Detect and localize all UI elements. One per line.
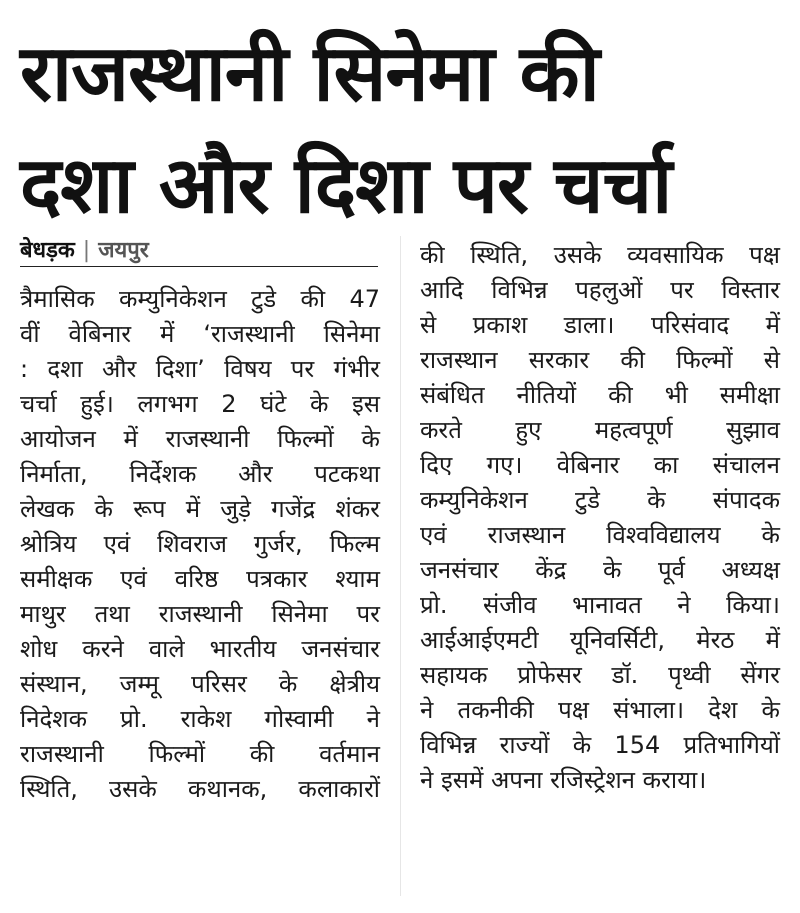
body-line: करते हुए महत्वपूर्ण सुझाव: [420, 416, 780, 444]
body-line: की स्थिति, उसके व्यवसायिक पक्ष: [420, 241, 780, 269]
body-line: निदेशक प्रो. राकेश गोस्वामी ने: [20, 705, 380, 733]
dateline-separator: |: [82, 238, 91, 263]
body-line: संस्थान, जम्मू परिसर के क्षेत्रीय: [20, 670, 380, 698]
body-line: चर्चा हुई। लगभग 2 घंटे के इस: [20, 390, 380, 418]
body-line: निर्माता, निर्देशक और पटकथा: [20, 460, 380, 488]
body-line: वीं वेबिनार में ‘राजस्थानी सिनेमा: [20, 320, 380, 348]
body-line: आईआईएमटी यूनिवर्सिटी, मेरठ में: [420, 626, 780, 654]
body-line: राजस्थानी फिल्मों की वर्तमान: [20, 740, 380, 768]
body-line: माथुर तथा राजस्थानी सिनेमा पर: [20, 600, 380, 628]
body-line: से प्रकाश डाला। परिसंवाद में: [420, 311, 780, 339]
body-line: त्रैमासिक कम्युनिकेशन टुडे की 47: [20, 285, 380, 313]
body-line: समीक्षक एवं वरिष्ठ पत्रकार श्याम: [20, 565, 380, 593]
body-line: ने तकनीकी पक्ष संभाला। देश के: [420, 696, 780, 724]
body-line: राजस्थान सरकार की फिल्मों से: [420, 346, 780, 374]
body-line: कम्युनिकेशन टुडे के संपादक: [420, 486, 780, 514]
body-line: लेखक के रूप में जुड़े गजेंद्र शंकर: [20, 495, 380, 523]
body-line: आयोजन में राजस्थानी फिल्मों के: [20, 425, 380, 453]
body-line: प्रो. संजीव भानावत ने किया।: [420, 591, 780, 619]
body-line: श्रोत्रिय एवं शिवराज गुर्जर, फिल्म: [20, 530, 380, 558]
body-line: विभिन्न राज्यों के 154 प्रतिभागियों: [420, 731, 780, 759]
body-line: शोध करने वाले भारतीय जनसंचार: [20, 635, 380, 663]
article-column-left: [20, 282, 380, 807]
body-line: दिए गए। वेबिनार का संचालन: [420, 451, 780, 479]
body-line: एवं राजस्थान विश्वविद्यालय के: [420, 521, 780, 549]
dateline: [20, 236, 378, 267]
body-line: संबंधित नीतियों की भी समीक्षा: [420, 381, 780, 409]
headline-line-1: राजस्थानी सिनेमा की: [20, 29, 599, 119]
headline-line-2: दशा और दिशा पर चर्चा: [20, 141, 672, 231]
body-line: सहायक प्रोफेसर डॉ. पृथ्वी सेंगर: [420, 661, 780, 689]
dateline-city: जयपुर: [98, 238, 149, 263]
dateline-source: बेधड़क: [20, 238, 75, 263]
body-line: : दशा और दिशा’ विषय पर गंभीर: [20, 355, 380, 383]
body-line: जनसंचार केंद्र के पूर्व अध्यक्ष: [420, 556, 780, 584]
headline: [20, 18, 790, 242]
article-column-right: [420, 238, 780, 798]
body-line: आदि विभिन्न पहलुओं पर विस्तार: [420, 276, 780, 304]
body-line: स्थिति, उसके कथानक, कलाकारों: [20, 775, 380, 803]
column-divider: [400, 236, 401, 896]
body-line: ने इसमें अपना रजिस्ट्रेशन कराया।: [420, 766, 707, 794]
